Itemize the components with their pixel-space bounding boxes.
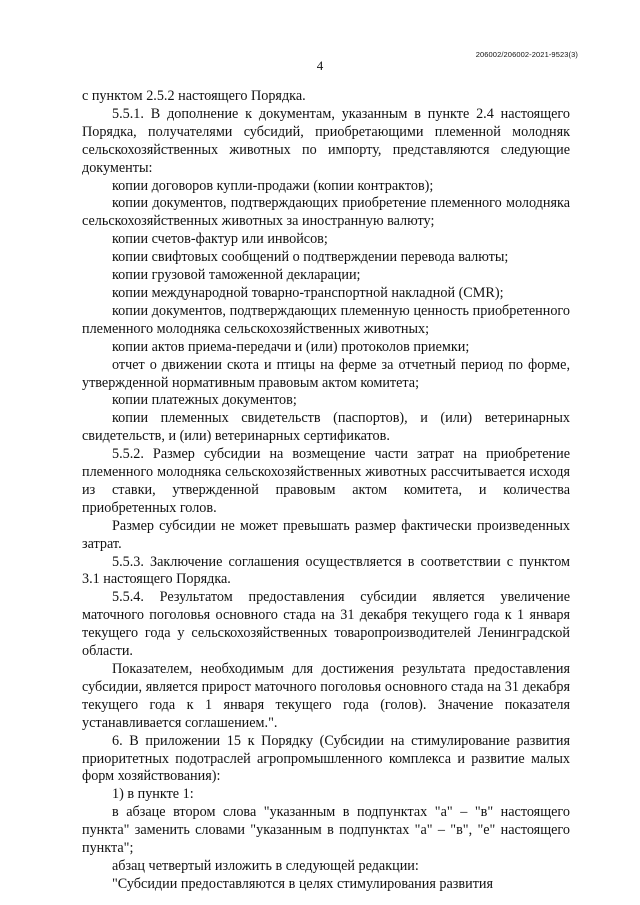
paragraph: копии племенных свидетельств (паспортов), и (или) ветеринарных свидетельств, и (или) ветеринарных сертификатов. (82, 410, 570, 445)
document-body (82, 88, 570, 894)
paragraph: копии счетов-фактур или инвойсов; (112, 231, 328, 248)
paragraph: Показателем, необходимым для достижения результата предоставления субсидии, является прирост маточного поголовья основного стада на 31 декабря текущего года к 1 января текущего года (голов). Значение показателя устанавливается соглашением.". (82, 661, 570, 731)
paragraph: копии грузовой таможенной декларации; (112, 267, 361, 284)
paragraph: копии актов приема-передачи и (или) протоколов приемки; (112, 338, 470, 355)
paragraph: с пунктом 2.5.2 настоящего Порядка. (82, 88, 306, 104)
paragraph: 5.5.4. Результатом предоставления субсидии является увеличение маточного поголовья основного стада на 31 декабря текущего года к 1 января текущего года у сельскохозяйственных товаропроизводителей Ленинградской области. (82, 589, 570, 660)
paragraph: "Субсидии предоставляются в целях стимулирования развития (112, 875, 494, 892)
paragraph: копии документов, подтверждающих приобретение племенного молодняка сельскохозяйственных животных за иностранную валюту; (82, 195, 570, 230)
document-code: 206002/206002-2021-9523(3) (475, 50, 578, 59)
paragraph: копии договоров купли-продажи (копии контрактов); (112, 177, 434, 194)
paragraph: 1) в пункте 1: (112, 786, 194, 803)
paragraph: копии документов, подтверждающих племенную ценность приобретенного племенного молодняка сельскохозяйственных животных; (82, 302, 570, 337)
paragraph: копии международной товарно-транспортной накладной (CMR); (112, 284, 504, 301)
paragraph: 5.5.3. Заключение соглашения осуществляется в соответствии с пунктом 3.1 настоящего Порядка. (82, 553, 570, 588)
paragraph: абзац четвертый изложить в следующей редакции: (112, 857, 419, 874)
paragraph: копии свифтовых сообщений о подтверждении перевода валюты; (112, 249, 509, 266)
paragraph: в абзаце втором слова "указанным в подпунктах "а" – "в" настоящего пункта" заменить словами "указанным в подпунктах "а" – "в", "е" настоящего пункта"; (82, 804, 570, 857)
paragraph: копии платежных документов; (112, 392, 297, 409)
paragraph: 5.5.2. Размер субсидии на возмещение части затрат на приобретение племенного молодняка сельскохозяйственных животных рассчитывается исходя из ставки, утвержденной правовым актом комитета, и количества приобретенных голов. (82, 446, 570, 516)
page-number: 4 (316, 58, 324, 73)
paragraph: отчет о движении скота и птицы на ферме за отчетный период по форме, утвержденной нормативным правовым актом комитета; (82, 356, 570, 391)
paragraph: 6. В приложении 15 к Порядку (Субсидии на стимулирование развития приоритетных подотраслей агропромышленного комплекса и развитие малых форм хозяйствования): (82, 732, 570, 785)
paragraph: 5.5.1. В дополнение к документам, указанным в пункте 2.4 настоящего Порядка, получателями субсидий, приобретающими племенной молодняк сельскохозяйственных животных по импорту, представляются следующие документы: (82, 105, 570, 176)
paragraph: Размер субсидии не может превышать размер фактически произведенных затрат. (82, 517, 570, 552)
